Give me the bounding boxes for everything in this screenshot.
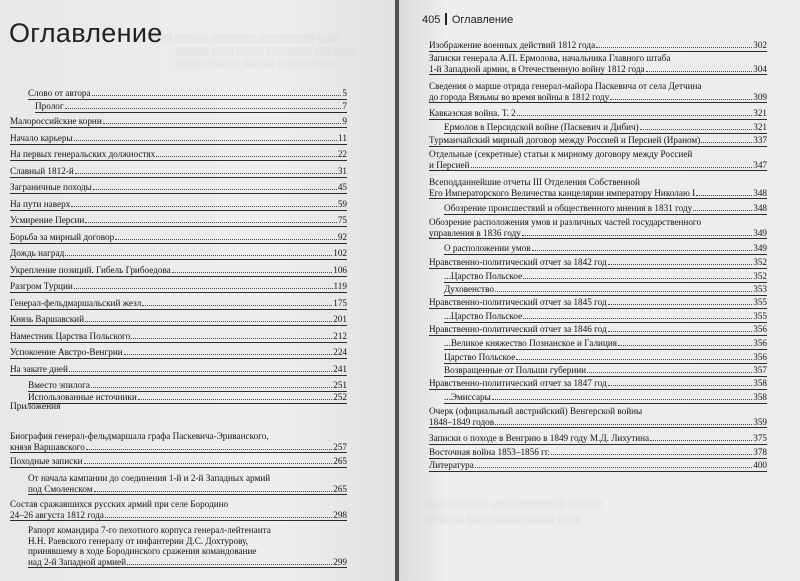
toc-entry-line bbox=[10, 248, 347, 259]
toc-entry-line bbox=[444, 338, 767, 349]
dot-leader bbox=[124, 354, 333, 355]
toc-entry-title: ...Эмиссары bbox=[444, 392, 491, 402]
toc-entry-title: Нравственно-политический отчет за 1847 год bbox=[429, 378, 607, 388]
bleed-through-text: ░░░░ ░░░░░░░ ░░░░ ░░░░░░░░░ ░░░░░░ bbox=[424, 500, 603, 509]
toc-entry-line bbox=[429, 53, 767, 64]
dot-leader bbox=[640, 129, 752, 130]
dot-leader bbox=[701, 142, 752, 143]
toc-entry-page: 378 bbox=[753, 447, 767, 457]
dot-leader bbox=[492, 399, 752, 400]
dot-leader bbox=[495, 291, 752, 292]
toc-entry-line bbox=[10, 431, 347, 442]
toc-entry-title: князя Варшавского bbox=[10, 441, 85, 452]
toc-entry-title: На первых генеральских должностях bbox=[10, 149, 156, 159]
toc-entry bbox=[10, 431, 347, 453]
dot-leader bbox=[610, 99, 752, 100]
dot-leader bbox=[103, 123, 342, 124]
dot-leader bbox=[696, 195, 752, 196]
toc-entry-line bbox=[444, 311, 767, 322]
toc-entry-page: 9 bbox=[342, 116, 347, 126]
bleed-through-text: ░░░░░░░ ░░░░ ░░░░░░ ░░░░░ ░░░░ bbox=[424, 515, 580, 524]
toc-entry bbox=[444, 203, 767, 215]
dot-leader bbox=[523, 278, 752, 279]
toc-entry-title: Вместо эпилога bbox=[28, 380, 90, 390]
toc-entry bbox=[10, 456, 347, 468]
toc-entry-line bbox=[429, 135, 767, 146]
toc-entry-page: 357 bbox=[753, 365, 767, 375]
toc-entry-title: Ермолов в Персидской войне (Паскевич и Дибич) bbox=[444, 122, 639, 132]
toc-entry-line bbox=[429, 433, 767, 444]
toc-entry-line bbox=[429, 257, 767, 268]
toc-entry-title: Походные записки bbox=[10, 456, 83, 466]
toc-entry-line bbox=[444, 392, 767, 403]
toc-entry-title: Записки генерала А.П. Ермолова, начальника Главного штаба bbox=[429, 53, 671, 63]
dot-leader bbox=[650, 440, 752, 441]
toc-entry bbox=[28, 380, 347, 392]
toc-entry-title: Литература bbox=[429, 460, 474, 470]
toc-entry-title: Кавказская война. Т. 2 bbox=[429, 108, 516, 118]
toc-entry-page: 347 bbox=[753, 159, 767, 170]
toc-entry-page: 251 bbox=[333, 380, 347, 390]
toc-entry-title: Духовенство bbox=[444, 284, 494, 294]
toc-entry-page: 349 bbox=[753, 227, 767, 238]
toc-entry-page: 356 bbox=[753, 324, 767, 334]
toc-entry-page: 355 bbox=[753, 297, 767, 307]
toc-entry-title: Обозрение происшествий и общественного мнения в 1831 году bbox=[444, 203, 693, 213]
toc-entry-line bbox=[10, 347, 347, 358]
toc-entry-line bbox=[10, 331, 347, 342]
toc-entry bbox=[10, 314, 347, 326]
toc-entry-line bbox=[10, 364, 347, 375]
toc-entry bbox=[444, 311, 767, 323]
dot-leader bbox=[517, 115, 753, 116]
toc-entry-title: Н.Н. Раевского генералу от инфантерии Д.С. Дохтурову, bbox=[28, 535, 249, 546]
dot-leader bbox=[693, 210, 752, 211]
toc-entry-page: 212 bbox=[333, 331, 347, 341]
dot-leader bbox=[608, 331, 753, 332]
toc-entry bbox=[429, 135, 767, 147]
toc-entry-page: 75 bbox=[337, 215, 347, 225]
toc-entry bbox=[10, 281, 347, 293]
toc-entry-title: Славный 1812-й bbox=[10, 166, 74, 176]
toc-entry-line bbox=[10, 265, 347, 276]
toc-entry bbox=[28, 88, 347, 100]
toc-entry bbox=[28, 473, 347, 495]
toc-entry-page: 309 bbox=[753, 91, 767, 102]
dot-leader bbox=[471, 167, 753, 168]
toc-entry-page: 119 bbox=[333, 281, 347, 291]
running-head-label: Оглавление bbox=[451, 14, 514, 26]
toc-entry-page: 257 bbox=[333, 441, 347, 452]
toc-entry-line bbox=[28, 88, 347, 99]
toc-entry bbox=[10, 133, 347, 145]
toc-entry-title: Наместник Царства Польского bbox=[10, 331, 131, 341]
toc-entry-title: Малороссийские корни bbox=[10, 116, 102, 126]
toc-entry-page: 5 bbox=[342, 88, 347, 98]
dot-leader bbox=[495, 424, 752, 425]
bleed-through-text: ░░░░░░ ░░░░ ░░░░░ ░░░░░░░░ ░░░ ░░░░ bbox=[175, 47, 356, 56]
left-page bbox=[0, 0, 395, 581]
toc-entry-title: Состав сражавшихся русских армий при селе Бородино bbox=[10, 499, 229, 509]
toc-entry-title: Турманчайский мирный договор между Россией и Персией (Ираном) bbox=[429, 135, 701, 145]
toc-entry-page: 352 bbox=[753, 257, 767, 267]
toc-entry bbox=[10, 232, 347, 244]
toc-entry-title: Укрепление позиций. Гибель Грибоедова bbox=[10, 265, 171, 275]
toc-entry bbox=[10, 298, 347, 310]
toc-entry-page: 302 bbox=[753, 40, 767, 50]
dot-leader bbox=[84, 463, 333, 464]
toc-entry bbox=[444, 271, 767, 283]
toc-entry-title: Пролог bbox=[35, 101, 64, 111]
toc-entry bbox=[28, 392, 347, 404]
toc-entry-page: 241 bbox=[333, 364, 347, 374]
toc-entry-title: Нравственно-политический отчет за 1845 год bbox=[429, 297, 607, 307]
dot-leader bbox=[516, 359, 752, 360]
toc-entry-title: От начала кампании до соединения 1-й и 2-й Западных армий bbox=[28, 473, 271, 483]
toc-entry-line bbox=[10, 281, 347, 292]
section-heading-appendix: Приложения bbox=[10, 402, 61, 412]
toc-entry bbox=[28, 525, 347, 568]
toc-entry-line bbox=[444, 243, 767, 254]
dot-leader bbox=[608, 304, 753, 305]
toc-entry-page: 356 bbox=[753, 352, 767, 362]
toc-entry-title: Обозрение расположения умов и различных частей государственного bbox=[429, 217, 702, 227]
dot-leader bbox=[156, 156, 337, 157]
toc-entry-title: На закате дней bbox=[10, 364, 68, 374]
dot-leader bbox=[142, 305, 332, 306]
toc-entry-page: 375 bbox=[753, 433, 767, 443]
toc-entry bbox=[10, 182, 347, 194]
toc-entry-line bbox=[10, 116, 347, 127]
toc-entry-title: Разгром Турции bbox=[10, 281, 73, 291]
toc-entry-page: 224 bbox=[333, 347, 347, 357]
toc-entry-title: Усмирение Персии bbox=[10, 215, 85, 225]
toc-entry-title: Возвращенные от Польши губернии bbox=[444, 365, 587, 375]
toc-entry-title: Дождь наград bbox=[10, 248, 65, 258]
toc-entry-page: 356 bbox=[753, 338, 767, 348]
toc-entry bbox=[10, 364, 347, 376]
toc-entry-page: 175 bbox=[333, 298, 347, 308]
toc-entry-line bbox=[10, 298, 347, 309]
toc-entry-page: 252 bbox=[333, 392, 347, 402]
toc-entry-line bbox=[444, 203, 767, 214]
toc-entry-title: над 2-й Западной армией bbox=[28, 556, 127, 567]
toc-entry-title: Биография генерал-фельдмаршала графа Паскевича-Эриванского, bbox=[10, 431, 269, 441]
toc-entry bbox=[10, 347, 347, 359]
toc-entry-page: 31 bbox=[337, 166, 347, 176]
toc-entry-line bbox=[10, 199, 347, 210]
toc-entry-title: Отдельные (секретные) статьи к мирному договору между Россией bbox=[429, 149, 693, 159]
toc-entry-line bbox=[10, 133, 347, 144]
toc-entry-line bbox=[429, 40, 767, 51]
dot-leader bbox=[131, 338, 332, 339]
bleed-through-text: ░░░░░ ░░░░░░ ░░░░░░ ░░░░░ ░░░░░ bbox=[175, 59, 337, 68]
toc-entry-line bbox=[429, 417, 767, 428]
toc-entry-line bbox=[429, 160, 767, 171]
toc-entry-title: Успокоение Австро-Венгрии bbox=[10, 347, 123, 357]
dot-leader bbox=[91, 387, 332, 388]
toc-entry-line bbox=[10, 149, 347, 160]
toc-entry bbox=[444, 243, 767, 255]
toc-entry bbox=[10, 499, 347, 521]
toc-entry-page: 299 bbox=[333, 556, 347, 567]
toc-entry-page: 304 bbox=[753, 63, 767, 74]
toc-entry-line bbox=[10, 215, 347, 226]
toc-entry-line bbox=[429, 177, 767, 188]
toc-entry bbox=[429, 149, 767, 171]
toc-entry-title: управления в 1836 году bbox=[429, 227, 521, 238]
toc-entry-line bbox=[10, 456, 347, 467]
toc-entry bbox=[429, 108, 767, 120]
dot-leader bbox=[618, 345, 752, 346]
toc-entry bbox=[444, 392, 767, 404]
toc-entry-line bbox=[429, 447, 767, 458]
toc-entry-page: 298 bbox=[333, 509, 347, 520]
toc-entry bbox=[10, 116, 347, 128]
toc-entry-title: Царство Польское bbox=[444, 352, 516, 362]
toc-entry-line bbox=[429, 188, 767, 199]
toc-entry-page: 11 bbox=[338, 133, 347, 143]
dot-leader bbox=[172, 272, 332, 273]
toc-entry-title: Использованные источники bbox=[28, 392, 137, 402]
toc-entry-page: 59 bbox=[337, 199, 347, 209]
toc-entry bbox=[429, 217, 767, 239]
toc-entry-title: принявшему в ходе Бородинского сражения командование bbox=[28, 546, 257, 557]
dot-leader bbox=[65, 255, 332, 256]
toc-entry-title: и Персией bbox=[429, 159, 470, 170]
toc-entry bbox=[429, 447, 767, 459]
toc-entry-page: 337 bbox=[753, 135, 767, 145]
toc-entry-page: 265 bbox=[333, 483, 347, 494]
dot-leader bbox=[138, 399, 332, 400]
toc-entry-page: 358 bbox=[753, 378, 767, 388]
toc-entry bbox=[429, 40, 767, 52]
toc-entry-line bbox=[28, 557, 347, 568]
toc-entry-line bbox=[429, 217, 767, 228]
bleed-through-text: ░░░░ ░░░░░░ ░░░░░░░░ ░░░░░░░░░░ ░░░░ bbox=[150, 34, 340, 43]
toc-entry-title: под Смоленском bbox=[28, 483, 93, 494]
toc-entry-line bbox=[429, 460, 767, 471]
toc-entry-page: 352 bbox=[753, 271, 767, 281]
toc-entry-line bbox=[10, 232, 347, 243]
toc-entry-line bbox=[28, 525, 347, 536]
toc-entry-title: Начало карьеры bbox=[10, 133, 73, 143]
page-number: 405 bbox=[422, 14, 441, 26]
toc-entry-line bbox=[10, 510, 347, 521]
toc-entry-line bbox=[28, 380, 347, 391]
dot-leader bbox=[75, 173, 337, 174]
dot-leader bbox=[71, 206, 337, 207]
toc-entry-line bbox=[10, 442, 347, 453]
toc-entry-page: 359 bbox=[753, 416, 767, 427]
toc-entry-page: 348 bbox=[753, 187, 767, 198]
toc-entry-line bbox=[28, 473, 347, 484]
toc-entry-title: О расположении умов bbox=[444, 243, 531, 253]
toc-entry-title: до города Вязьмы во время войны в 1812 году bbox=[429, 91, 610, 102]
toc-entry-line bbox=[28, 484, 347, 495]
toc-entry-title: Генерал-фельдмаршальский жезл bbox=[10, 298, 142, 308]
toc-entry bbox=[429, 257, 767, 269]
toc-entry-line bbox=[444, 352, 767, 363]
toc-entry-title: Сведения о марше отряда генерал-майора Паскевича от села Детчина bbox=[429, 81, 702, 91]
toc-entry-line bbox=[429, 228, 767, 239]
toc-entry bbox=[429, 81, 767, 103]
toc-entry-title: Борьба за мирный договор bbox=[10, 232, 115, 242]
dot-leader bbox=[587, 372, 752, 373]
dot-leader bbox=[115, 239, 337, 240]
dot-leader bbox=[608, 385, 753, 386]
toc-entry bbox=[10, 331, 347, 343]
toc-entry-line bbox=[10, 166, 347, 177]
dot-leader bbox=[94, 491, 333, 492]
toc-entry-page: 348 bbox=[753, 203, 767, 213]
toc-entry-title: Слово от автора bbox=[28, 88, 91, 98]
toc-title: Оглавление bbox=[9, 18, 163, 48]
toc-entry-line bbox=[444, 271, 767, 282]
dot-leader bbox=[74, 288, 333, 289]
toc-entry bbox=[10, 199, 347, 211]
toc-entry-title: 24–26 августа 1812 года bbox=[10, 509, 104, 520]
dot-leader bbox=[596, 47, 752, 48]
toc-entry bbox=[10, 265, 347, 277]
toc-entry-page: 321 bbox=[753, 108, 767, 118]
dot-leader bbox=[74, 140, 338, 141]
toc-entry bbox=[444, 338, 767, 350]
toc-entry-page: 349 bbox=[753, 243, 767, 253]
toc-entry-title: Нравственно-политический отчет за 1842 год bbox=[429, 257, 607, 267]
dot-leader bbox=[551, 454, 752, 455]
toc-entry-line bbox=[429, 81, 767, 92]
toc-entry-title: 1-й Западной армии, в Отечественную войну 1812 года bbox=[429, 63, 645, 74]
toc-entry-line bbox=[10, 182, 347, 193]
toc-entry-page: 7 bbox=[342, 101, 347, 111]
toc-entry-title: На пути наверх bbox=[10, 199, 71, 209]
toc-entry-page: 400 bbox=[753, 460, 767, 470]
toc-entry-page: 265 bbox=[333, 456, 347, 466]
dot-leader bbox=[646, 71, 753, 72]
toc-entry-title: ...Царство Польское bbox=[444, 271, 523, 281]
toc-entry-title: ...Великое княжество Познанское и Галиция bbox=[444, 338, 618, 348]
dot-leader bbox=[65, 108, 342, 109]
dot-leader bbox=[85, 222, 337, 223]
toc-entry bbox=[10, 248, 347, 260]
running-head bbox=[422, 13, 513, 26]
dot-leader bbox=[93, 189, 337, 190]
toc-entry bbox=[429, 406, 767, 428]
toc-entry bbox=[429, 324, 767, 336]
toc-entry-page: 201 bbox=[333, 314, 347, 324]
toc-entry-page: 102 bbox=[333, 248, 347, 258]
dot-leader bbox=[532, 250, 753, 251]
toc-entry-title: ...Царство Польское bbox=[444, 311, 523, 321]
toc-entry-page: 22 bbox=[337, 149, 347, 159]
toc-entry bbox=[10, 149, 347, 161]
toc-entry bbox=[444, 284, 767, 296]
toc-entry bbox=[10, 166, 347, 178]
dot-leader bbox=[522, 235, 752, 236]
toc-entry-line bbox=[429, 406, 767, 417]
toc-entry-title: Князь Варшавский bbox=[10, 314, 84, 324]
toc-entry-line bbox=[28, 392, 347, 403]
dot-leader bbox=[69, 371, 332, 372]
toc-entry-page: 45 bbox=[337, 182, 347, 192]
dot-leader bbox=[86, 449, 332, 450]
toc-entry-page: 353 bbox=[753, 284, 767, 294]
toc-entry-title: Нравственно-политический отчет за 1846 год bbox=[429, 324, 607, 334]
toc-entry bbox=[429, 378, 767, 390]
toc-entry-line bbox=[28, 546, 347, 557]
toc-entry-title: Рапорт командира 7-го пехотного корпуса генерал-лейтенанта bbox=[28, 525, 271, 535]
dot-leader bbox=[85, 321, 332, 322]
toc-entry-page: 358 bbox=[753, 392, 767, 402]
toc-entry bbox=[444, 365, 767, 377]
toc-entry bbox=[429, 297, 767, 309]
toc-entry-title: Записки о походе в Венгрию в 1849 году М.Д. Лихутина bbox=[429, 433, 650, 443]
toc-entry-line bbox=[429, 64, 767, 75]
dot-leader bbox=[523, 318, 752, 319]
toc-entry-title: Очерк (официальный австрийский) Венгерской войны bbox=[429, 406, 643, 416]
toc-entry-title: Заграничные походы bbox=[10, 182, 92, 192]
toc-entry-line bbox=[429, 297, 767, 308]
toc-entry-title: Восточная война 1853–1856 гг. bbox=[429, 447, 550, 457]
toc-entry-line bbox=[429, 108, 767, 119]
toc-entry-line bbox=[429, 324, 767, 335]
toc-entry-line bbox=[35, 101, 347, 112]
toc-entry bbox=[429, 460, 767, 472]
toc-entry-title: Его Императорского Величества канцелярии императору Николаю I bbox=[429, 187, 696, 198]
dot-leader bbox=[608, 264, 753, 265]
toc-entry bbox=[444, 352, 767, 364]
toc-entry-line bbox=[429, 378, 767, 389]
running-head-separator bbox=[445, 13, 447, 25]
toc-entry bbox=[429, 177, 767, 199]
toc-entry-page: 92 bbox=[337, 232, 347, 242]
right-page bbox=[399, 0, 800, 581]
toc-entry-title: Изображение военных действий 1812 года bbox=[429, 40, 596, 50]
toc-entry-title: 1848–1849 годов bbox=[429, 416, 495, 427]
toc-entry bbox=[444, 122, 767, 134]
toc-entry-line bbox=[10, 499, 347, 510]
toc-entry bbox=[35, 101, 347, 113]
toc-entry bbox=[10, 215, 347, 227]
toc-entry-line bbox=[429, 92, 767, 103]
toc-entry-line bbox=[444, 365, 767, 376]
toc-entry-page: 106 bbox=[333, 265, 347, 275]
dot-leader bbox=[475, 467, 752, 468]
toc-entry-line bbox=[28, 536, 347, 547]
toc-entry-page: 321 bbox=[753, 122, 767, 132]
toc-entry-page: 355 bbox=[753, 311, 767, 321]
dot-leader bbox=[105, 517, 332, 518]
toc-entry bbox=[429, 53, 767, 75]
toc-entry-line bbox=[444, 122, 767, 133]
dot-leader bbox=[92, 95, 342, 96]
toc-entry-line bbox=[429, 149, 767, 160]
toc-entry bbox=[429, 433, 767, 445]
toc-entry-title: Всеподданнейшие отчеты III Отделения Собственной bbox=[429, 177, 640, 187]
toc-entry-line bbox=[444, 284, 767, 295]
toc-entry-line bbox=[10, 314, 347, 325]
dot-leader bbox=[127, 564, 332, 565]
